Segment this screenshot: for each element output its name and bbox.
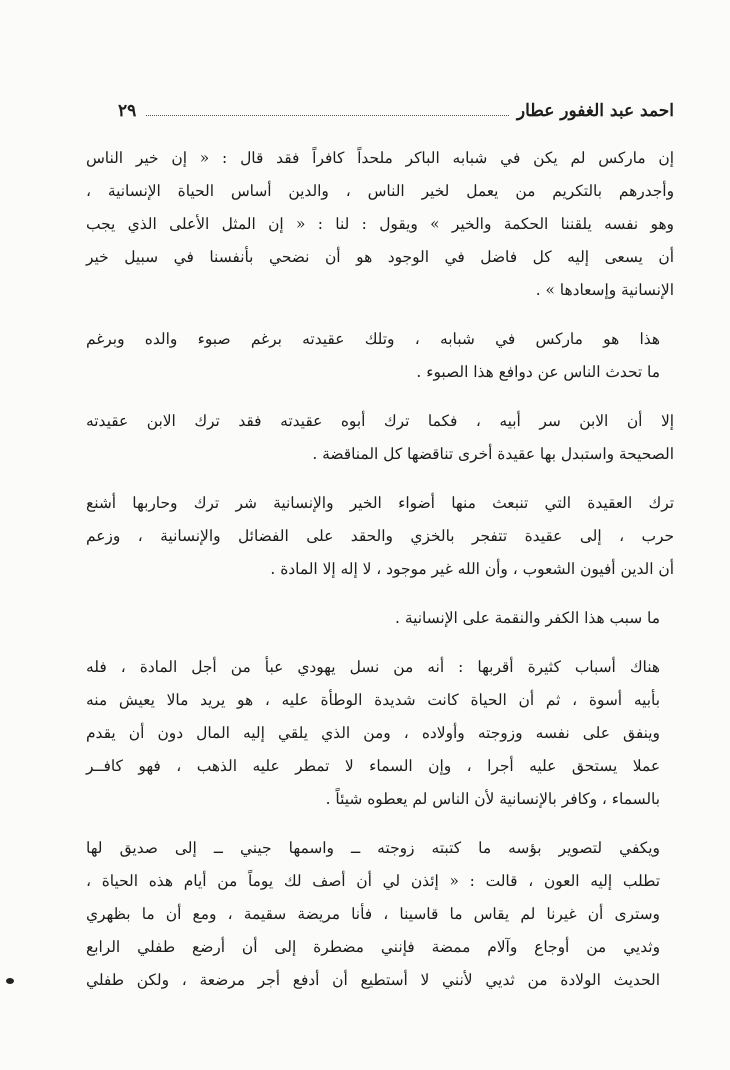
paragraph-1	[86, 142, 674, 307]
text-line: وأجدرهم بالتكريم من يعمل لخير الناس ، والدين أساس الحياة الإنسانية ،	[86, 182, 674, 200]
text-line: هناك أسباب كثيرة أقربها : أنه من نسل يهودي عبأ من أجل المادة ، فله	[86, 658, 660, 676]
margin-ink-dot	[6, 978, 14, 984]
text-line: بأبيه أسوة ، ثم أن الحياة كانت شديدة الوطأة عليه ، هو يريد مالا يعيش منه	[86, 691, 660, 709]
text-line: ترك العقيدة التي تنبعث منها أضواء الخير والإنسانية شر ترك وحاربها أشنع	[86, 494, 674, 512]
text-line: حرب ، إلى عقيدة تتفجر بالخزي والحقد على الفضائل والإنسانية ، وزعم	[86, 527, 674, 545]
text-line: تطلب إليه العون ، قالت : « إئذن لي أن أصف لك يوماً من أيام هذه الحياة ،	[86, 872, 660, 890]
paragraph-4	[86, 487, 674, 586]
text-line: الحديث الولادة من ثديي لأنني لا أستطيع أن أدفع أجر مرضعة ، ولكن طفلي	[86, 971, 660, 989]
text-line: أن يسعى إليه كل فاضل في الوجود هو أن نضحي بأنفسنا في سبيل خير	[86, 248, 674, 266]
paragraph-3	[86, 405, 674, 471]
text-line: إلا أن الابن سر أبيه ، فكما ترك أبوه عقيدته فقد ترك الابن عقيدته	[86, 412, 674, 430]
text-line: وهو نفسه يلقننا الحكمة والخير » ويقول : لنا : « إن المثل الأعلى الذي يجب	[86, 215, 674, 233]
body-text	[86, 142, 674, 1013]
page-number: ٢٩	[118, 101, 137, 121]
running-header	[118, 96, 674, 126]
header-title: احمد عبد الغفور عطار	[516, 101, 674, 121]
text-line: ما سبب هذا الكفر والنقمة على الإنسانية .	[395, 609, 660, 627]
text-line: وثديي من أوجاع وآلام ممضة فإنني مضطرة إلى أن أرضع طفلي الرابع	[86, 938, 660, 956]
header-dotted-rule	[146, 115, 509, 116]
text-line: وسترى أن غيرنا لم يقاس ما قاسينا ، فأنا مريضة سقيمة ، ومع أن ما بظهري	[86, 905, 660, 923]
text-line: ويكفي لتصوير بؤسه ما كتبته زوجته ــ واسمها جيني ــ إلى صديق لها	[86, 839, 660, 857]
text-line: ما تحدث الناس عن دوافع هذا الصبوء .	[416, 363, 660, 381]
paragraph-5	[86, 602, 674, 635]
text-line: إن ماركس لم يكن في شبابه الباكر ملحداً كافراً فقد قال : « إن خير الناس	[86, 149, 674, 167]
text-line: الصحيحة واستبدل بها عقيدة أخرى تناقضها كل المناقضة .	[312, 445, 674, 463]
text-line: هذا هو ماركس في شبابه ، وتلك عقيدته برغم صبوء والده وبرغم	[86, 330, 660, 348]
text-line: الإنسانية وإسعادها » .	[535, 281, 674, 299]
text-line: وينفق على نفسه وزوجته وأولاده ، ومن الذي يلقي إليه المال دون أن يقدم	[86, 724, 660, 742]
paragraph-2	[86, 323, 674, 389]
text-line: أن الدين أفيون الشعوب ، وأن الله غير موجود ، لا إله إلا المادة .	[270, 560, 674, 578]
paragraph-6	[86, 651, 674, 816]
text-line: بالسماء ، وكافر بالإنسانية لأن الناس لم يعطوه شيئاً .	[325, 790, 660, 808]
text-line: عملا يستحق عليه أجرا ، وإن السماء لا تمطر عليه الذهب ، فهو كافــر	[86, 757, 660, 775]
paragraph-7	[86, 832, 674, 997]
